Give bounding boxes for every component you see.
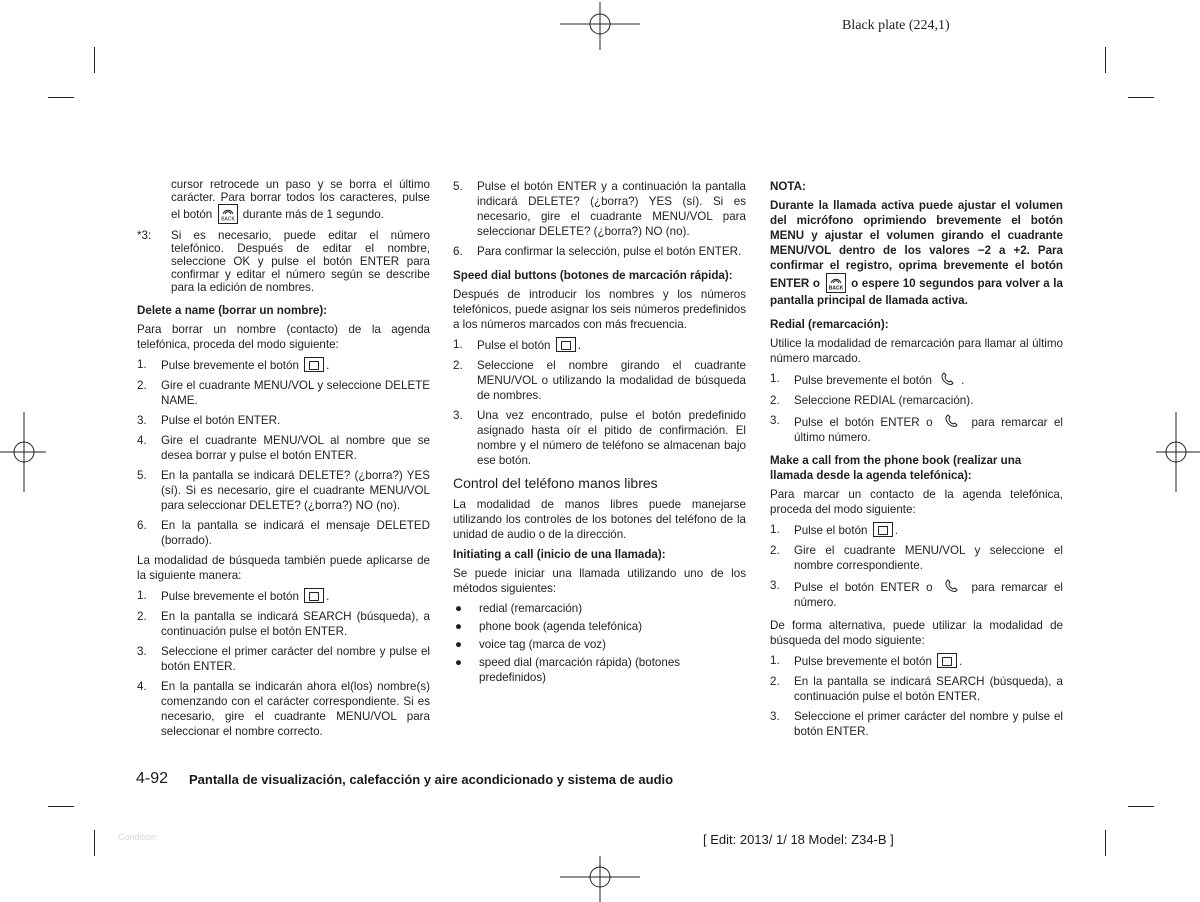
list-item — [770, 393, 1063, 408]
list-item — [453, 601, 746, 616]
delete-steps — [137, 357, 430, 548]
step-text: Seleccione el primer carácter del nombre y pulse el botón ENTER. — [161, 645, 430, 673]
step-number: 3. — [137, 414, 147, 427]
step-text: Pulse el botón ENTER o — [794, 416, 933, 429]
list-item — [453, 619, 746, 634]
step-number: 4. — [137, 680, 147, 693]
heading-redial: Redial (remarcación): — [770, 318, 889, 331]
list-item: 1. Pulse brevemente el botón . — [137, 358, 330, 372]
step-text: Gire el cuadrante MENU/VOL y seleccione el nombre correspondiente. — [794, 544, 1063, 572]
crop-mark — [1128, 806, 1154, 807]
crop-mark — [1128, 97, 1154, 98]
list-item: 1. Pulse brevemente el botón . — [770, 654, 963, 668]
phonebook-button-icon — [556, 337, 576, 352]
list-item — [770, 709, 1063, 739]
list-item — [453, 358, 746, 403]
step-number: 2. — [770, 675, 780, 688]
step-number: 1. — [770, 523, 780, 536]
nota-text-b: o espere 10 segundos para volver a la pantalla principal de llamada activa. — [770, 277, 1063, 307]
step-text: Gire el cuadrante MENU/VOL y seleccione DELETE NAME. — [161, 379, 430, 407]
crop-mark — [48, 806, 74, 807]
column-3 — [770, 179, 1063, 744]
list-item — [770, 543, 1063, 573]
list-item — [770, 578, 1063, 610]
phonebook-button-icon — [873, 522, 893, 537]
step-text: Una vez encontrado, pulse el botón predefinido asignado hasta oír el pitido de confirmación. El nombre y el número de teléfono se almacenan bajo ese botón. — [477, 409, 746, 467]
intro-text: Para borrar un nombre (contacto) de la agenda telefónica, proceda del modo siguiente: — [137, 323, 430, 351]
step-text: Pulse el botón — [794, 524, 868, 537]
registration-mark-left — [0, 412, 46, 492]
step-number: 2. — [453, 359, 463, 372]
phone-handset-icon — [943, 578, 961, 594]
phonebook-button-icon — [937, 653, 957, 668]
step-text: Para confirmar la selección, pulse el botón ENTER. — [477, 245, 742, 258]
footnote — [137, 229, 430, 294]
step-number: 5. — [137, 469, 147, 482]
bullet-text: redial (remarcación) — [479, 602, 583, 615]
step-text: Seleccione el primer carácter del nombre y pulse el botón ENTER. — [794, 710, 1063, 738]
list-item — [137, 433, 430, 463]
step-number: 6. — [453, 245, 463, 258]
list-item — [453, 244, 746, 259]
step-number: 2. — [137, 379, 147, 392]
list-item — [453, 655, 746, 685]
heading-delete-name: Delete a name (borrar un nombre): — [137, 304, 328, 317]
list-item — [770, 371, 1063, 388]
list-item — [137, 609, 430, 639]
step-number: 1. — [137, 358, 147, 371]
list-item — [770, 413, 1063, 445]
list-item — [453, 408, 746, 468]
step-text: Gire el cuadrante MENU/VOL al nombre que se desea borrar y pulse el botón ENTER. — [161, 434, 430, 462]
step-number: 1. — [770, 654, 780, 667]
crop-mark — [1105, 47, 1106, 73]
registration-mark-top — [560, 2, 640, 50]
step-text: Pulse el botón ENTER y a continuación la pantalla indicará DELETE? (¿borra?) YES (sí). Si es necesario, gire el cuadrante MENU/VOL para seleccionar DELETE? (¿borra?) NO (no). — [477, 180, 746, 238]
continued-text-a: cursor retrocede un paso y se borra el último carácter. Para borrar todos los caracteres, pulse el botón — [171, 178, 430, 221]
redial-intro: Utilice la modalidad de remarcación para llamar al último número marcado. — [770, 337, 1063, 365]
list-item — [137, 679, 430, 739]
column-1 — [137, 178, 430, 744]
step-text: En la pantalla se indicará DELETE? (¿borra?) YES (sí). Si es necesario, gire el cuadrante MENU/VOL para seleccionar DELETE? (¿borra?) NO (no). — [161, 469, 430, 512]
list-item: 1. Pulse el botón . — [770, 523, 898, 537]
bullet-icon: ● — [455, 602, 463, 615]
step-number: 3. — [137, 645, 147, 658]
list-item — [137, 378, 430, 408]
registration-mark-bottom — [560, 856, 640, 902]
footer-section-title: Pantalla de visualización, calefacción y aire acondicionado y sistema de audio — [189, 772, 674, 787]
column-2 — [453, 179, 746, 688]
condition-label: Condition: — [118, 832, 159, 842]
step-text: Pulse brevemente el botón — [794, 374, 932, 387]
step-number: 3. — [770, 579, 780, 592]
step-number: 3. — [770, 414, 780, 427]
bullet-icon: ● — [455, 620, 463, 633]
nota-text-a: Durante la llamada activa puede ajustar el volumen del micrófono oprimiendo brevemente el botón MENU y ajustar el volumen girando el cuadrante MENU/VOL dentro de los valores −2 a +2. Para confirmar el registro, oprima brevemente el botón ENTER o — [770, 199, 1063, 290]
step-text: Pulse el botón ENTER. — [161, 414, 281, 427]
step-text: En la pantalla se indicará SEARCH (búsqueda), a continuación pulse el botón ENTER. — [161, 610, 430, 638]
phone-handset-icon — [939, 371, 957, 387]
list-item: 1. Pulse brevemente el botón . — [137, 589, 330, 603]
bullet-text: voice tag (marca de voz) — [479, 638, 606, 651]
section-title-handsfree: Control del teléfono manos libres — [453, 475, 658, 491]
heading-speed-dial: Speed dial buttons (botones de marcación rápida): — [453, 269, 733, 282]
step-number: 3. — [453, 409, 463, 422]
step-text-after: . — [961, 374, 965, 387]
crop-mark — [1105, 830, 1106, 856]
step-text: Seleccione el nombre girando el cuadrante MENU/VOL o utilizando la modalidad de búsqueda de nombres. — [477, 359, 746, 402]
step-text: Seleccione REDIAL (remarcación). — [794, 394, 974, 407]
list-item: 1. Pulse el botón . — [453, 338, 581, 352]
handsfree-intro: La modalidad de manos libres puede manejarse utilizando los controles de los botones del teléfono de la unidad de audio o de la dirección. — [453, 498, 746, 541]
heading-phonebook-call: Make a call from the phone book (realizar una llamada desde la agenda telefónica): — [770, 454, 1022, 482]
continued-text — [137, 178, 430, 224]
step-number: 5. — [453, 180, 463, 193]
bullet-text: phone book (agenda telefónica) — [479, 620, 643, 633]
plate-label: Black plate (224,1) — [842, 18, 950, 33]
step-text: En la pantalla se indicarán ahora el(los) nombre(s) comenzando con el carácter correspondiente. Si es necesario, gire el cuadrante MENU/VOL para seleccionar el nombre correcto. — [161, 680, 430, 738]
alt-search-intro: De forma alternativa, puede utilizar la modalidad de búsqueda del modo siguiente: — [770, 619, 1063, 647]
heading-initiating-call: Initiating a call (inicio de una llamada): — [453, 548, 666, 561]
step-text: En la pantalla se indicará el mensaje DELETED (borrado). — [161, 519, 430, 547]
step-number: 2. — [770, 394, 780, 407]
crop-mark — [94, 47, 95, 73]
nota-label: NOTA: — [770, 180, 806, 193]
edit-info: [ Edit: 2013/ 1/ 18 Model: Z34-B ] — [703, 832, 894, 847]
step-number: 2. — [137, 610, 147, 623]
list-item — [137, 468, 430, 513]
footnote-mark: *3: — [137, 229, 152, 242]
step-number: 1. — [137, 589, 147, 602]
phonebook-intro: Para marcar un contacto de la agenda telefónica, proceda del modo siguiente: — [770, 488, 1063, 516]
phonebook-button-icon — [304, 357, 324, 372]
list-item — [453, 637, 746, 652]
step-number: 6. — [137, 519, 147, 532]
step-text: Pulse brevemente el botón — [161, 590, 299, 603]
list-item — [770, 674, 1063, 704]
step-number: 1. — [770, 372, 780, 385]
bullet-text: speed dial (marcación rápida) (botones predefinidos) — [479, 656, 681, 684]
page-number: 4-92 — [136, 770, 169, 787]
search-intro: La modalidad de búsqueda también puede aplicarse de la siguiente manera: — [137, 554, 430, 582]
list-item — [137, 644, 430, 674]
step-text-after: para remarcar el número. — [794, 581, 1063, 609]
back-button-icon — [826, 273, 846, 293]
svg-text:BACK: BACK — [220, 216, 235, 222]
speed-dial-intro: Después de introducir los nombres y los números telefónicos, puede asignar los seis números predefinidos a los números marcados con más frecuencia. — [453, 288, 746, 331]
svg-text:BACK: BACK — [828, 285, 843, 291]
call-methods-list — [453, 601, 746, 685]
footnote-text: Si es necesario, puede editar el número telefónico. Después de editar el nombre, seleccione OK y pulse el botón ENTER para confirmar y editar el número según se describe para la edición de nombres. — [171, 229, 430, 294]
continued-text-b: durante más de 1 segundo. — [242, 208, 384, 221]
step-number: 2. — [770, 544, 780, 557]
step-number: 4. — [137, 434, 147, 447]
nota-text — [770, 198, 1063, 308]
step-text: Pulse el botón ENTER o — [794, 581, 933, 594]
back-button-icon — [218, 204, 238, 224]
phonebook-button-icon — [304, 588, 324, 603]
step-number: 3. — [770, 710, 780, 723]
list-item — [137, 518, 430, 548]
bullet-icon: ● — [455, 638, 463, 651]
step-text: En la pantalla se indicará SEARCH (búsqueda), a continuación pulse el botón ENTER. — [794, 675, 1063, 703]
list-item — [453, 179, 746, 239]
list-item — [137, 413, 430, 428]
step-text: Pulse brevemente el botón — [794, 655, 932, 668]
step-text-after: para remarcar el último número. — [794, 416, 1063, 444]
phone-handset-icon — [943, 413, 961, 429]
bullet-icon: ● — [455, 656, 463, 669]
initiating-intro: Se puede iniciar una llamada utilizando uno de los métodos siguientes: — [453, 567, 746, 595]
step-text: Pulse brevemente el botón — [161, 359, 299, 372]
search-steps — [137, 588, 430, 739]
step-text: Pulse el botón — [477, 339, 551, 352]
crop-mark — [94, 830, 95, 856]
crop-mark — [48, 97, 74, 98]
step-number: 1. — [453, 338, 463, 351]
registration-mark-right — [1156, 412, 1200, 492]
